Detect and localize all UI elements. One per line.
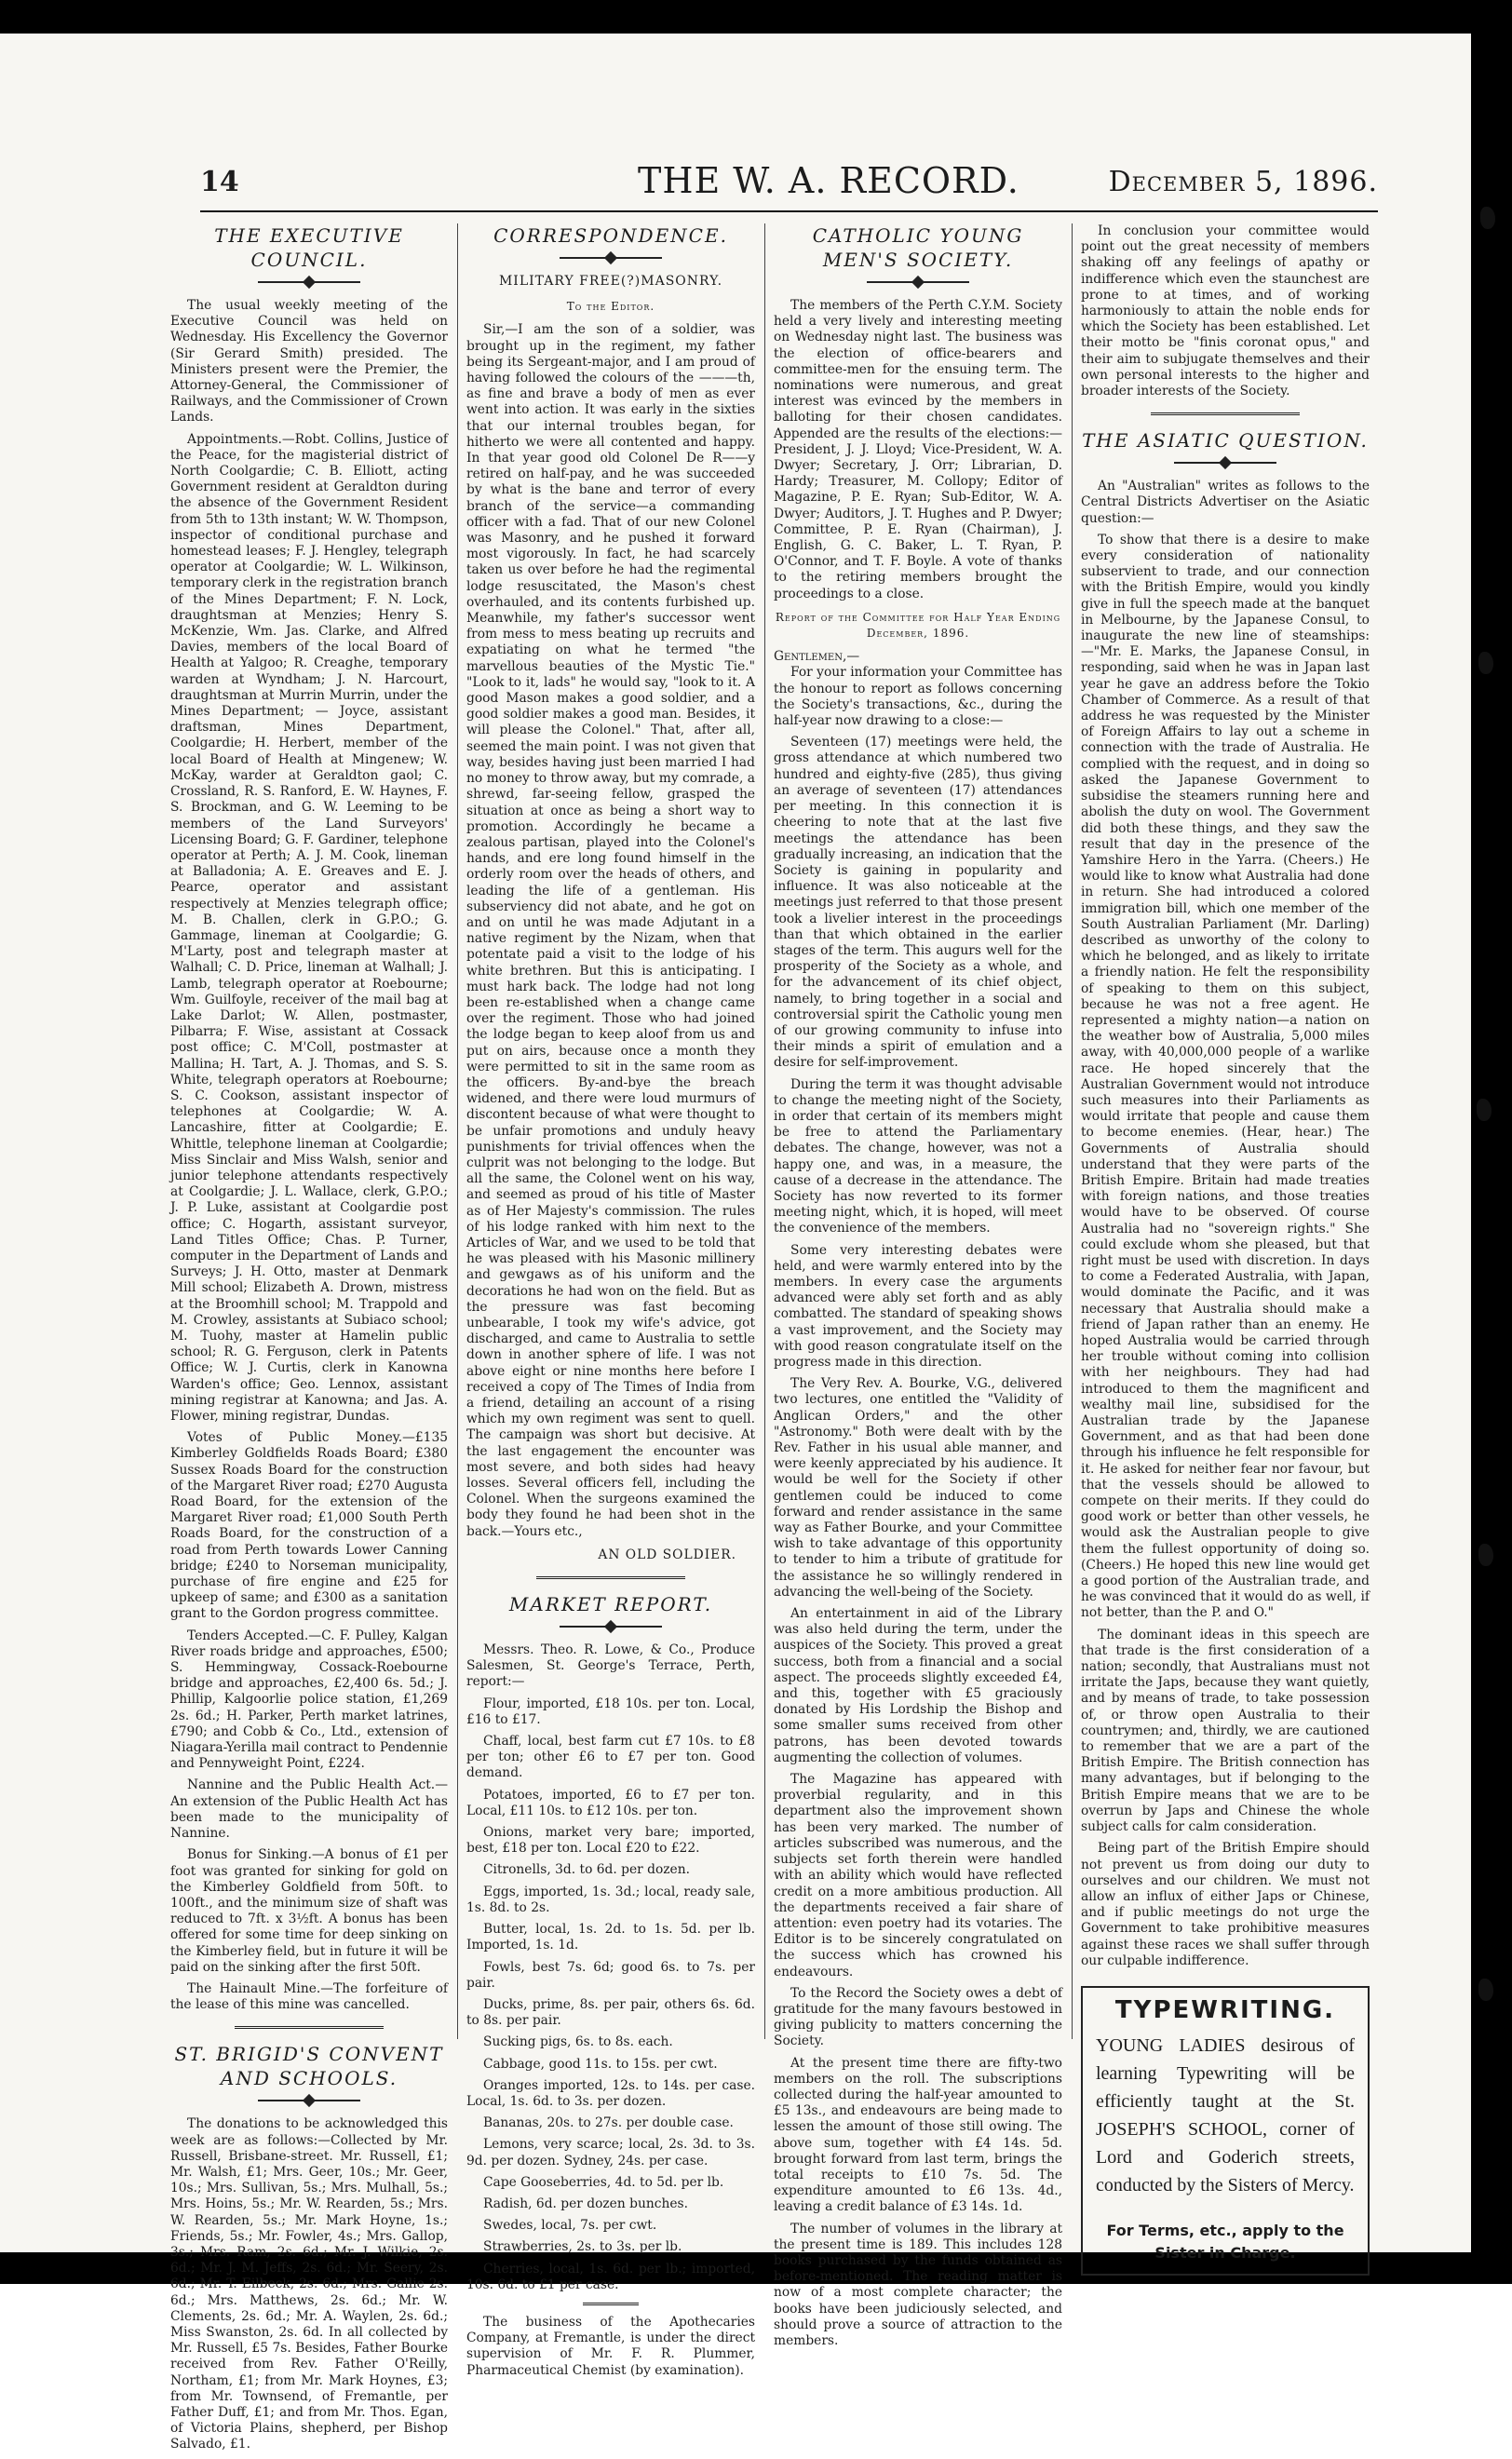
- market-item: Fowls, best 7s. 6d; good 6s. to 7s. per pair.: [466, 1959, 755, 1991]
- letter-signature: AN OLD SOLDIER.: [598, 1547, 736, 1562]
- article-paragraph: The Hainault Mine.—The forfeiture of the lease of this mine was cancelled.: [170, 1980, 448, 2013]
- market-item: Oranges imported, 12s. to 14s. per case. Local, 1s. 6d. to 3s. per dozen.: [466, 2077, 755, 2109]
- ornament: [867, 277, 969, 287]
- report-salutation: Gentlemen,—: [774, 649, 860, 665]
- market-item: Citronells, 3d. to 6d. per dozen.: [483, 1862, 690, 1878]
- ornament: [560, 253, 662, 263]
- article-paragraph: For your information your Committee has the honour to report as follows concerning the Society's transactions, &c., during the half-year now drawing to a close:—: [774, 665, 1062, 729]
- page-header: [200, 156, 1378, 212]
- article-title-market-report: MARKET REPORT.: [508, 1593, 713, 1616]
- market-item: Radish, 6d. per dozen bunches.: [483, 2196, 688, 2211]
- advert-body: YOUNG LADIES desirous of learning Typewriting will be efficiently taught at the St. JOSEPH'S SCHOOL, corner of Lord and Goderich streets, conducted by the Sisters of Mercy.: [1096, 2035, 1355, 2196]
- article-paragraph: The members of the Perth C.Y.M. Society held a very lively and interesting meeting on Wednesday night last. The business was the election of office-bearers and committee-men for the ensuing term. The nominations were numerous, and great interest was evinced by the members in balloting for their chosen candidates. Appended are the results of the elections:—President, J. J. Lloyd; Vice-President, W. A. Dwyer; Secretary, J. Orr; Librarian, D. Hardy; Treasurer, M. Collopy; Editor of Magazine, P. E. Ryan; Sub-Editor, W. A. Dwyer; Auditors, J. T. Hughes and P. Dwyer; Committee, P. E. Ryan (Chairman), J. English, G. C. Baker, L. T. Ryan, P. O'Connor, and T. F. Boyle. A vote of thanks to the retiring members brought the proceedings to a close.: [774, 298, 1062, 601]
- article-paragraph: Tenders Accepted.—C. F. Pulley, Kalgan River roads bridge and approaches, £500; S. Hemmingway, Cossack-Roebourne bridge and approaches, £2,400 6s. 5d.; J. Phillip, Kalgoorlie police station, £1,269 2s. 6d.; H. Parker, Perth market latrines, £790; and Cobb & Co., Ltd., extension of Niagara-Yerilla mail contract to Pendennie and Pennyweight Point, £224.: [170, 1628, 448, 1772]
- market-item: Lemons, very scarce; local, 2s. 3d. to 3s. 9d. per dozen. Sydney, 24s. per case.: [466, 2137, 755, 2169]
- market-item: Potatoes, imported, £6 to £7 per ton. Local, £11 10s. to £12 10s. per ton.: [466, 1787, 755, 1818]
- market-item: Butter, local, 1s. 2d. to 1s. 5d. per lb. Imported, 1s. 1d.: [466, 1922, 755, 1953]
- market-item: Onions, market very bare; imported, best, £18 per ton. Local £20 to £22.: [466, 1825, 755, 1857]
- article-paragraph: The usual weekly meeting of the Executive Council was held on Wednesday. His Excellency the Governor (Sir Gerard Smith) presided. The Ministers present were the Premier, the Attorney-General, the Commissioner of Railways, and the Commissioner of Crown Lands.: [170, 298, 448, 426]
- advert-title: TYPEWRITING.: [1114, 1995, 1336, 2024]
- market-intro: Messrs. Theo. R. Lowe, & Co., Produce Salesmen, St. George's Terrace, Perth, report:—: [466, 1642, 755, 1690]
- scan-border-right: [1471, 0, 1512, 2284]
- article-paragraph: Votes of Public Money.—£135 Kimberley Goldfields Roads Board; £380 Sussex Roads Board for the construction of the Margaret River road; £270 Augusta Road Board, for the extension of the Margaret River road; £1,000 South Perth Roads Board, for the construction of a road from Perth towards Lower Canning bridge; £240 to Norseman municipality, purchase of fire engine and £25 for upkeep of same; and £300 as a sanitation grant to the Gordon progress committee.: [170, 1430, 448, 1622]
- market-item: Cape Gooseberries, 4d. to 5d. per lb.: [483, 2174, 724, 2190]
- letter-subtitle: MILITARY FREE(?)MASONRY.: [498, 274, 723, 289]
- report-heading: Report of the Committee for Half Year Ending December, 1896.: [775, 610, 1061, 641]
- article-paragraph: Being part of the British Empire should not prevent us from doing our duty to ourselves and our children. We must not allow an influx of either Japs or Chinese, and if public meetings do not urge the Government to take prohibitive measures against these races we shall suffer through our culpable indifference.: [1081, 1841, 1370, 1968]
- market-item: Chaff, local, best farm cut £7 10s. to £8 per ton; other £6 to £7 per ton. Good demand.: [466, 1734, 755, 1781]
- section-divider: [1151, 412, 1300, 415]
- market-item: Cherries, local, 1s. 6d. per lb.; imported, 10s. 6d. to £1 per case.: [466, 2261, 755, 2292]
- ornament: [560, 1622, 662, 1631]
- column-1: [170, 223, 448, 2459]
- article-paragraph: An "Australian" writes as follows to the Central Districts Advertiser on the Asiatic question:—: [1081, 479, 1370, 526]
- column-2: [466, 223, 755, 2385]
- article-title-executive-council: THE EXECUTIVE COUNCIL.: [214, 224, 404, 271]
- article-paragraph: The Magazine has appeared with proverbial regularity, and in this department also the improvement shown has been very marked. The number of articles subscribed was numerous, and the subjects set forth therein were handled with an ability which would have reflected credit on a more ambitious production. All the departments received a fair share of attention: even poetry had its votaries. The Editor is to be sincerely congratulated on the success which has crowned his endeavours.: [774, 1772, 1062, 1979]
- article-paragraph: The number of volumes in the library at the present time is 189. This includes 128 books purchased by the funds obtained as before-mentioned. The reading matter is now of a most complete character; the books have been judiciously selected, and should prove a source of attraction to the members.: [774, 2221, 1062, 2348]
- column-4: [1081, 223, 1370, 2276]
- column-rule: [1072, 223, 1073, 2039]
- article-paragraph: An entertainment in aid of the Library was also held during the term, under the auspices of the Society. This proved a great success, both from a financial and a social aspect. The proceeds slightly exceeded £4, and this, together with £5 graciously donated by His Lordship the Bishop and some smaller sums received from other patrons, has been devoted towards augmenting the collection of volumes.: [774, 1606, 1062, 1765]
- scan-mark: [1478, 1979, 1493, 2001]
- market-item: Sucking pigs, 6s. to 8s. each.: [483, 2034, 673, 2050]
- article-paragraph: Appointments.—Robt. Collins, Justice of the Peace, for the magisterial district of North Coolgardie; C. B. Elliott, acting Government resident at Geraldton during the absence of the Government Resident from 5th to 13th instant; W. W. Thompson, inspector of conditional purchase and homestead leases; F. J. Hengley, telegraph operator at Coolgardie; W. L. Wilkinson, temporary clerk in the registration branch of the Mines Department; F. N. Lock, draughtsman at Menzies; Henry S. McKenzie, Wm. Jas. Clarke, and Alfred Davies, members of the local Board of Health at Yalgoo; R. Creaghe, temporary warden at Wyndham; J. N. Harcourt, draughtsman at Murrin Murrin, under the Mines Department; — Joyce, assistant draftsman, Mines Department, Coolgardie; H. Herbert, member of the local Board of Health at Mingenew; W. McKay, warder at Geraldton gaol; C. Crossland, R. S. Ranford, E. W. Haynes, F. S. Brockman, and G. W. Leeming to be members of the Land Surveyors' Licensing Board; G. F. Gardiner, telephone operator at Perth; A. J. M. Cook, lineman at Balladonia; A. E. Greaves and E. J. Pearce, operator and assistant respectively at Menzies telegraph office; M. B. Challen, clerk in G.P.O.; G. Gammage, lineman at Coolgardie; G. M'Larty, post and telegraph master at Walhall; C. D. Price, lineman at Walhall; J. Lamb, telegraph operator at Roebourne; Wm. Guilfoyle, receiver of the mail bag at Lake Darlot; W. Allen, postmaster, Pilbarra; F. Wise, assistant at Cossack post office; C. M'Coll, postmaster at Mallina; H. Tart, A. J. Thomas, and S. S. White, telegraph operators at Roebourne; S. C. Cookson, assistant inspector of telephones at Coolgardie; W. A. Lancashire, fitter at Coolgardie; E. Whittle, telephone lineman at Coolgardie; Miss Sinclair and Miss Walsh, senior and junior telephone attendants respectively at Coolgardie; J. L. Wallace, clerk, G.P.O.; J. P. Luke, assistant at Coolgardie post office; C. Hogarth, assistant surveyor, Land Titles Office; Chas. P. Turner, computer in the Department of Lands and Surveys; J. H. Otto, master at Denmark Mill school; Elizabeth A. Drown, mistress at the Broomhill school; M. Trappold and M. Crowley, assistants at Subiaco school; M. Tuohy, master at Hamelin public school; R. G. Ferguson, clerk in Patents Office; W. J. Curtis, clerk in Kanowna Warden's office; Geo. Lennox, assistant mining registrar at Kanowna; and Jas. A. Flower, mining registrar, Dundas.: [170, 431, 448, 1425]
- market-item: Eggs, imported, 1s. 3d.; local, ready sale, 1s. 8d. to 2s.: [466, 1884, 755, 1915]
- typewriting-advertisement: [1081, 1986, 1370, 2276]
- article-paragraph: The Very Rev. A. Bourke, V.G., delivered two lectures, one entitled the "Validity of Anglican Orders," and the other "Astronomy." Both were dealt with by the Rev. Father in his usual able manner, and were keenly appreciated by his audience. It would be well for the Society if other gentlemen could be induced to come forward and render assistance in the same way as Father Bourke, and your Committee wish to take advantage of this opportunity to tender to him a tribute of gratitude for the assistance he so willingly rendered in advancing the well-being of the Society.: [774, 1376, 1062, 1600]
- advert-terms: [1096, 2220, 1355, 2264]
- article-paragraph: In conclusion your committee would point out the great necessity of members shaking off any feelings of apathy or indifference which even the staunchest are prone to at times, and of working harmoniously to attain the noble ends for which the Society has been established. Let their motto be "finis coronat opus," and their aim to subjugate themselves and their own personal interests to the higher and broader interests of the Society.: [1081, 223, 1370, 399]
- scan-mark: [1478, 1544, 1493, 1566]
- column-rule: [457, 223, 458, 2039]
- article-title-correspondence: CORRESPONDENCE.: [493, 224, 728, 247]
- scan-mark: [1478, 652, 1493, 674]
- article-paragraph: The dominant ideas in this speech are that trade is the first consideration of a nation; secondly, that Australians must not irritate the Japs, because they want quietly, and by means of trade, to take possession of, or throw open Australia to their countrymen; and, thirdly, we are cautioned to remember that we are a part of the British Empire. The British connection has many advantages, but if belonging to the British Empire means that we are to be overrun by Japs and Chinese the whole subject calls for calm consideration.: [1081, 1627, 1370, 1835]
- scan-mark: [1480, 207, 1495, 229]
- article-title-asiatic-question: THE ASIATIC QUESTION.: [1082, 429, 1369, 453]
- column-rule: [764, 223, 765, 2039]
- publication-title: THE W. A. RECORD.: [638, 160, 1019, 201]
- letter-body: Sir,—I am the son of a soldier, was brought up in the regiment, my father being its Sergeant-major, and I am proud of having followed the colours of the ———th, as fine and brave a body of men as ever went into action. It was early in the sixties that our internal troubles began, for hitherto we were all contented and happy. In that year good old Colonel De R——y retired on half-pay, and he was succeeded by what is the bane and terror of every branch of the service—a commanding officer with a fad. That of our new Colonel was Masonry, and he pushed it forward most vigorously. In fact, he had scarcely taken us over before he had the regimental lodge resuscitated, the Mason's chest overhauled, and its contents furbished up. Meanwhile, my father's successor went from mess to mess beating up recruits and expatiating on what he termed "the marvellous beauties of the Mystic Tie." "Look to it, lads" he would say, "look to it. A good Mason makes a good soldier, and a good soldier makes a good man. Besides, it will please the Colonel." That, after all, seemed the main point. I was not given that way, besides having just been married I had no money to throw away, but my comrade, a shrewd, far-seeing fellow, grasped the situation at once as being a short way to promotion. Accordingly he became a zealous partisan, played into the Colonel's hands, and ere long found himself in the orderly room over the heads of others, and leading the life of a gentleman. His subserviency did not abate, and he got on and on until he was made Adjutant in a native regiment by the Nizam, when that potentate paid a visit to the lodge of his white brethren. But this is anticipating. I must hark back. The lodge had not long been re-established when a change came over the regiment. Those who had joined the lodge began to keep aloof from us and put on airs, because once a month they were permitted to sit in the same room as the officers. By-and-bye the breach widened, and there were loud murmurs of discontent because of what were thought to be unfair promotions and unduly heavy punishments for trivial offences when the culprit was not belonging to the lodge. But all the same, the Colonel went on his way, and seemed as proud of his title of Master as of Her Majesty's commission. The rules of his lodge ranked with him next to the Articles of War, and we used to be told that he was pleased with his Masonic millinery and gewgaws as of his uniform and the decorations he had won on the field. But as the pressure was fast becoming unbearable, I took my wife's advice, got discharged, and came to Australia to settle down in another sphere of life. I was not above eight or nine months here before I received a copy of The Times of India from a friend, detailing an account of a rising which my own regiment was sent to quell. The campaign was short but decisive. At the last engagement the encounter was most severe, and both sides had heavy losses. Several officers fell, including the Colonel. When the surgeons examined the body they found he had been shot in the back.—Yours etc.,: [466, 322, 755, 1539]
- article-paragraph: To the Record the Society owes a debt of gratitude for the many favours bestowed in giving publicity to matters concerning the Society.: [774, 1985, 1062, 2049]
- issue-date: December 5, 1896.: [1108, 166, 1378, 198]
- article-title-st-brigids: ST. BRIGID'S CONVENT AND SCHOOLS.: [174, 2043, 444, 2090]
- article-paragraph: At the present time there are fifty-two members on the roll. The subscriptions collected during the half-year amounted to £5 13s., and endeavours are being made to lessen the amount of those still owing. The above sum, together with £4 14s. 5d. brought forward from last term, brings the total receipts to £10 7s. 5d. The expenditure amounted to £6 13s. 4d., leaving a credit balance of £3 14s. 1d.: [774, 2055, 1062, 2215]
- section-divider: [583, 2303, 639, 2305]
- market-item: Swedes, local, 7s. per cwt.: [483, 2218, 657, 2234]
- market-item: Flour, imported, £18 10s. per ton. Local, £16 to £17.: [466, 1696, 755, 1727]
- section-divider: [235, 2026, 384, 2029]
- article-paragraph: The business of the Apothecaries Company, at Fremantle, is under the direct supervision of Mr. F. R. Plummer, Pharmaceutical Chemist (by examination).: [466, 2314, 755, 2378]
- article-paragraph: Seventeen (17) meetings were held, the gross attendance at which numbered two hundred and eighty-five (285), thus giving an average of seventeen (17) attendances per meeting. In this connection it is cheering to note that at the last five meetings the attendance has been gradually increasing, an indication that the Society is gaining in popularity and influence. It was also noticeable at the meetings just referred to that those present took a livelier interest in the proceedings than that which obtained in the earlier stages of the term. This augurs well for the prosperity of the Society as a whole, and for the advancement of its chief object, namely, to bring together in a social and controversial spirit the Catholic young men of our growing community to infuse into their minds a spirit of emulation and a desire for self-improvement.: [774, 735, 1062, 1071]
- ornament: [258, 277, 360, 287]
- article-paragraph: During the term it was thought advisable to change the meeting night of the Society, in order that certain of its members might be free to attend the Parliamentary debates. The change, however, was not a happy one, and was, in a measure, the cause of a decrease in the attendance. The Society has now reverted to its former meeting night, which, it is hoped, will meet the convenience of the members.: [774, 1076, 1062, 1236]
- article-title-cym-society: CATHOLIC YOUNG MEN'S SOCIETY.: [812, 224, 1024, 271]
- column-3: [774, 223, 1062, 2355]
- ornament: [258, 2096, 360, 2105]
- page-number: 14: [200, 166, 239, 198]
- market-item: Cabbage, good 11s. to 15s. per cwt.: [483, 2056, 718, 2072]
- scan-mark: [1477, 1099, 1492, 1121]
- advert-terms-line: For Terms, etc., apply to the: [1106, 2222, 1344, 2240]
- article-paragraph: The donations to be acknowledged this week are as follows:—Collected by Mr. Russell, Brisbane-street. Mr. Russell, £1; Mr. Walsh, £1; Mrs. Geer, 10s.; Mr. Geer, 10s.; Mrs. Sullivan, 5s.; Mrs. Mulhall, 5s.; Mrs. Hoins, 5s.; Mr. W. Rearden, 5s.; Mrs. W. Rearden, 5s.; Mr. Mark Hoyne, 1s.; Friends, 5s.; Mr. Fowler, 4s.; Mrs. Gallop, 3s.; Mrs. Ram, 2s. 6d.; Mr. J. Wilkie, 2s. 6d.; Mr. J. M. Jeffs, 2s. 6d.; Mr. Seery, 2s. 6d.; Mr. T. Eilbeck, 2s. 6d.; Mrs. Gallie 2s. 6d.; Mrs. Matthews, 2s. 6d.; Mr. W. Clements, 2s. 6d.; Mr. A. Waylen, 2s. 6d.; Miss Swanston, 2s. 6d. In all collected by Mr. Russell, £5 7s. Besides, Father Bourke received from Rev. Father O'Reilly, Northam, £1; from Mr. Mark Hoynes, £3; from Mr. Townsend, of Fremantle, per Father Duff, £1; and from Mr. Thos. Egan, of Victoria Plains, shepherd, per Bishop Salvado, £1.: [170, 2116, 448, 2452]
- letter-salutation: To the Editor.: [566, 300, 655, 314]
- market-item: Strawberries, 2s. to 3s. per lb.: [483, 2239, 682, 2255]
- article-paragraph: Some very interesting debates were held, and were warmly entered into by the members. In every case the arguments advanced were ably set forth and as ably combatted. The standard of speaking shows a vast improvement, and the Society may with good reason congratulate itself on the progress made in this direction.: [774, 1242, 1062, 1370]
- article-paragraph: To show that there is a desire to make every consideration of nationality subservient to trade, and our connection with the British Empire, would you kindly give in full the speech made at the banquet in Melbourne, by the Japanese Consul, to inaugurate the new line of steamships:—"Mr. E. Marks, the Japanese Consul, in responding, said when he was in Japan last year he gave an address before the Tokio Chamber of Commerce. As a result of that address he was requested by the Minister of Foreign Affairs to lay out a scheme in connection with the trade of Australia. He complied with the request, and in doing so asked the Japanese Government to subsidise the steamers running here and abolish the duty on wool. The Government did both these things, and they saw the result that day in the presence of the Yamshire Hero in the Yarra. (Cheers.) He would like to know what Australia had done in return. She had introduced a colored immigration bill, which one member of the South Australian Parliament (Mr. Darling) described as unworthy of the colony to which he belonged, and as likely to irritate a friendly nation. He felt the responsibility of speaking to them on this subject, because he was not a free agent. He represented a mighty nation—a nation on the weather bow of Australia, 5,000 miles away, with 40,000,000 people of a warlike race. He hoped sincerely that the Australian Government would not introduce such measures into their Parliaments as would irritate that people and cause them to become enemies. (Hear, hear.) The Governments of Australia should understand that they were parts of the British Empire. Britain had made treaties with foreign nations, and those treaties would have to be observed. Of course Australia had no "sovereign rights." She could exclude whom she pleased, but that right must be used with discretion. In days to come a Federated Australia, with Japan, would dominate the Pacific, and it was necessary that Australia should make a friend of Japan rather than an enemy. He hoped Australia would be carried through her trouble without coming into collision with her neighbours. They had had introduced to them the magnificent and wealthy mail line, subsidised for the Australian trade by the Japanese Government, and as that had been done through his influence he felt responsible for it. He asked for neither fear nor favour, but that the vessels should be allowed to compete on their merits. If they could do good work or better than other vessels, he would ask the Australian people to give them the fullest opportunity of doing so. (Cheers.) He hoped this new line would get a good portion of the Australian trade, and he was convinced that it would do as well, if not better, than the P. and O.": [1081, 532, 1370, 1621]
- section-divider: [536, 1576, 685, 1579]
- advert-terms-line: Sister in Charge.: [1154, 2244, 1296, 2263]
- article-paragraph: Bonus for Sinking.—A bonus of £1 per foot was granted for sinking for gold on the Kimberley Goldfield from 50ft. to 100ft., and the minimum size of shaft was reduced to 7ft. x 3½ft. A bonus has been offered for some time for deep sinking on the Kimberley field, but in future it will be paid on the sinking after the first 50ft.: [170, 1847, 448, 1975]
- scan-border-top: [0, 0, 1512, 34]
- market-item: Bananas, 20s. to 27s. per double case.: [483, 2115, 734, 2131]
- ornament: [1174, 458, 1276, 467]
- article-paragraph: Nannine and the Public Health Act.—An extension of the Public Health Act has been made to the municipality of Nannine.: [170, 1777, 448, 1842]
- market-item: Ducks, prime, 8s. per pair, others 6s. 6d. to 8s. per pair.: [466, 1996, 755, 2029]
